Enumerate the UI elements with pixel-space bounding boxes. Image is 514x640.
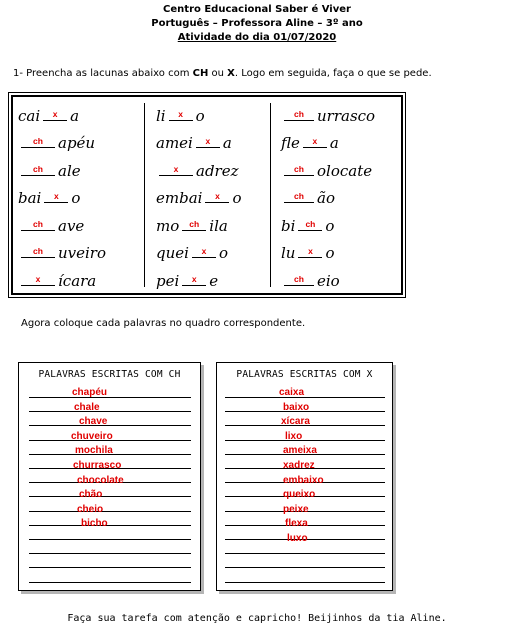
ch-box-title: PALAVRAS ESCRITAS COM CH — [38, 369, 181, 380]
word-prefix: amei — [156, 134, 193, 152]
sorted-word: chão — [79, 489, 103, 501]
answer-blank[interactable] — [21, 218, 55, 231]
word-suffix: o — [195, 106, 205, 125]
word-suffix: o — [325, 216, 335, 235]
answer-blank[interactable] — [182, 273, 206, 286]
answer-line[interactable] — [29, 567, 191, 568]
sorted-word: mochila — [75, 445, 113, 457]
answer-blank[interactable] — [43, 108, 67, 121]
sorted-word: peixe — [283, 503, 309, 515]
answer-text: x — [52, 108, 58, 119]
exercise-word — [281, 272, 340, 290]
exercise-item — [156, 156, 281, 184]
sorted-word: chuveiro — [71, 430, 113, 442]
word-suffix: o — [218, 244, 228, 262]
exercise-item — [156, 211, 281, 239]
exercise-item — [18, 184, 143, 212]
answer-blank[interactable] — [182, 218, 206, 231]
answer-text: ch — [33, 218, 43, 229]
sorting-instruction: Agora coloque cada palavras no quadro correspondente. — [21, 318, 306, 329]
exercise-word — [18, 134, 95, 152]
exercise-word — [18, 107, 79, 125]
exercise-item — [18, 156, 143, 184]
answer-blank[interactable] — [21, 163, 55, 176]
answer-text: ch — [189, 218, 200, 229]
exercise-word — [281, 244, 335, 262]
exercise-item — [18, 266, 143, 294]
answer-text: x — [205, 136, 211, 146]
answer-text: x — [215, 191, 220, 201]
answer-blank[interactable] — [298, 245, 322, 258]
exercise-word — [18, 189, 80, 207]
answer-blank[interactable] — [284, 163, 314, 176]
fill-in-blanks-box — [11, 95, 403, 295]
sorted-word: chale — [74, 401, 100, 413]
word-prefix: bai — [18, 189, 42, 207]
exercise-item — [281, 266, 406, 294]
answer-blank[interactable] — [284, 190, 314, 203]
sorted-word: queixo — [283, 489, 316, 501]
sorted-word: chapéu — [72, 387, 108, 398]
answer-line[interactable] — [29, 397, 191, 398]
answer-line[interactable] — [29, 525, 191, 526]
sorted-word: churrasco — [73, 460, 122, 471]
exercise-word — [281, 162, 372, 180]
exercise-item — [281, 156, 406, 184]
answer-blank[interactable] — [196, 135, 220, 148]
word-suffix: o — [232, 189, 242, 207]
answer-blank[interactable] — [21, 135, 55, 148]
exercise-word — [156, 107, 205, 125]
x-box-title: PALAVRAS ESCRITAS COM X — [236, 369, 373, 380]
column-divider — [144, 103, 145, 287]
exercise-item — [281, 129, 406, 157]
exercise-word — [18, 244, 106, 262]
sorted-word: embaixo — [283, 474, 324, 486]
answer-line[interactable] — [29, 553, 191, 554]
word-suffix: apéu — [58, 134, 96, 152]
exercise-item — [18, 239, 143, 267]
word-prefix: lu — [281, 244, 296, 262]
word-suffix: a — [222, 134, 232, 152]
answer-text: ch — [33, 163, 43, 174]
exercise-item — [156, 184, 281, 212]
answer-blank[interactable] — [205, 190, 229, 203]
answer-text: x — [173, 163, 179, 174]
exercise-word — [18, 162, 81, 180]
answer-blank[interactable] — [284, 108, 314, 121]
word-column-1 — [18, 101, 143, 294]
exercise-item — [281, 184, 406, 212]
exercise-word — [281, 217, 334, 235]
answer-text: x — [178, 108, 183, 119]
word-suffix: o — [71, 189, 81, 207]
answer-text: ch — [294, 108, 304, 119]
answer-line[interactable] — [225, 553, 385, 554]
footer-message: Faça sua tarefa com atenção e capricho! Beijinhos da tia Aline. — [67, 613, 447, 624]
answer-line[interactable] — [225, 440, 385, 441]
sorted-word: flexa — [285, 518, 308, 530]
word-prefix: bi — [281, 216, 296, 235]
answer-line[interactable] — [29, 582, 191, 583]
answer-blank[interactable] — [44, 190, 68, 203]
word-suffix: ale — [58, 161, 81, 180]
exercise-item — [18, 129, 143, 157]
answer-blank[interactable] — [303, 135, 327, 148]
word-prefix: fle — [281, 134, 300, 152]
sorted-word: baixo — [283, 401, 310, 413]
answer-blank[interactable] — [159, 163, 193, 176]
answer-line[interactable] — [225, 567, 385, 568]
answer-blank[interactable] — [21, 273, 55, 286]
sorted-word: lixo — [285, 430, 303, 442]
subject-line: Português – Professora Aline – 3º ano — [151, 18, 363, 29]
answer-line[interactable] — [29, 539, 191, 540]
answer-text: x — [312, 136, 318, 146]
exercise-item — [281, 211, 406, 239]
answer-text: ch — [294, 191, 304, 201]
answer-text: x — [308, 246, 313, 256]
sorted-word: luxo — [287, 533, 308, 544]
word-suffix: adrez — [196, 161, 239, 180]
word-suffix: ila — [209, 216, 228, 235]
exercise-word — [156, 272, 218, 290]
answer-text: x — [201, 246, 207, 256]
answer-text: x — [35, 273, 41, 284]
word-suffix: ão — [317, 189, 335, 207]
sorted-word: chocolate — [77, 474, 124, 486]
exercise-item — [156, 129, 281, 157]
word-suffix: ícara — [58, 271, 97, 290]
exercise-item — [18, 101, 143, 129]
exercise-item — [281, 101, 406, 129]
word-suffix: eio — [317, 271, 340, 290]
word-suffix: olocate — [317, 161, 373, 180]
exercise-instruction: 1- Preencha as lacunas abaixo com CH ou X. Logo em seguida, faça o que se pede. — [13, 68, 432, 79]
answer-line[interactable] — [225, 582, 385, 583]
answer-blank[interactable] — [192, 245, 216, 258]
answer-text: ch — [33, 136, 43, 146]
answer-text: x — [191, 273, 197, 284]
word-prefix: embai — [156, 189, 203, 207]
sorted-word: bicho — [81, 518, 108, 530]
sorted-word: xadrez — [283, 460, 315, 471]
exercise-word — [18, 272, 96, 290]
answer-text: x — [53, 191, 59, 201]
answer-line[interactable] — [225, 397, 385, 398]
exercise-word — [156, 244, 228, 262]
answer-text: ch — [305, 218, 316, 229]
exercise-item — [18, 211, 143, 239]
exercise-word — [281, 189, 335, 207]
exercise-word — [281, 134, 339, 152]
answer-text: ch — [33, 246, 43, 256]
exercise-item — [281, 239, 406, 267]
word-suffix: a — [329, 134, 339, 152]
answer-line[interactable] — [29, 511, 191, 512]
word-column-3 — [281, 101, 406, 294]
answer-line[interactable] — [29, 411, 191, 412]
exercise-word — [18, 217, 84, 235]
exercise-item — [156, 239, 281, 267]
answer-blank[interactable] — [21, 245, 55, 258]
sorted-word: xícara — [281, 416, 310, 428]
exercise-word — [156, 134, 232, 152]
word-suffix: uveiro — [58, 244, 107, 262]
word-column-2 — [156, 101, 281, 294]
word-prefix: pei — [156, 271, 180, 290]
sorted-word: cheio — [77, 503, 104, 515]
answer-blank[interactable] — [169, 108, 193, 121]
sorted-word: ameixa — [283, 445, 317, 457]
answer-blank[interactable] — [284, 273, 314, 286]
answer-text: ch — [294, 273, 304, 284]
word-prefix: li — [156, 106, 166, 125]
word-prefix: quei — [156, 244, 189, 262]
answer-line[interactable] — [29, 496, 191, 497]
answer-blank[interactable] — [298, 218, 322, 231]
sorted-word: chave — [79, 416, 108, 428]
school-name: Centro Educacional Saber é Viver — [163, 4, 351, 15]
word-suffix: urrasco — [317, 106, 376, 125]
exercise-word — [156, 189, 241, 207]
word-prefix: cai — [18, 106, 41, 125]
ch-words-box — [18, 362, 201, 591]
activity-date: Atividade do dia 01/07/2020 — [177, 32, 337, 43]
word-suffix: e — [209, 271, 219, 290]
sorted-word: caixa — [279, 387, 305, 398]
exercise-item — [156, 266, 281, 294]
word-prefix: mo — [156, 216, 180, 235]
answer-text: ch — [294, 163, 304, 174]
exercise-item — [156, 101, 281, 129]
x-words-box — [216, 362, 393, 591]
word-suffix: o — [325, 244, 335, 262]
answer-line[interactable] — [29, 425, 191, 426]
exercise-word — [156, 217, 228, 235]
exercise-word — [156, 162, 239, 180]
exercise-word — [281, 107, 375, 125]
word-suffix: ave — [58, 216, 85, 235]
word-suffix: a — [70, 106, 80, 125]
